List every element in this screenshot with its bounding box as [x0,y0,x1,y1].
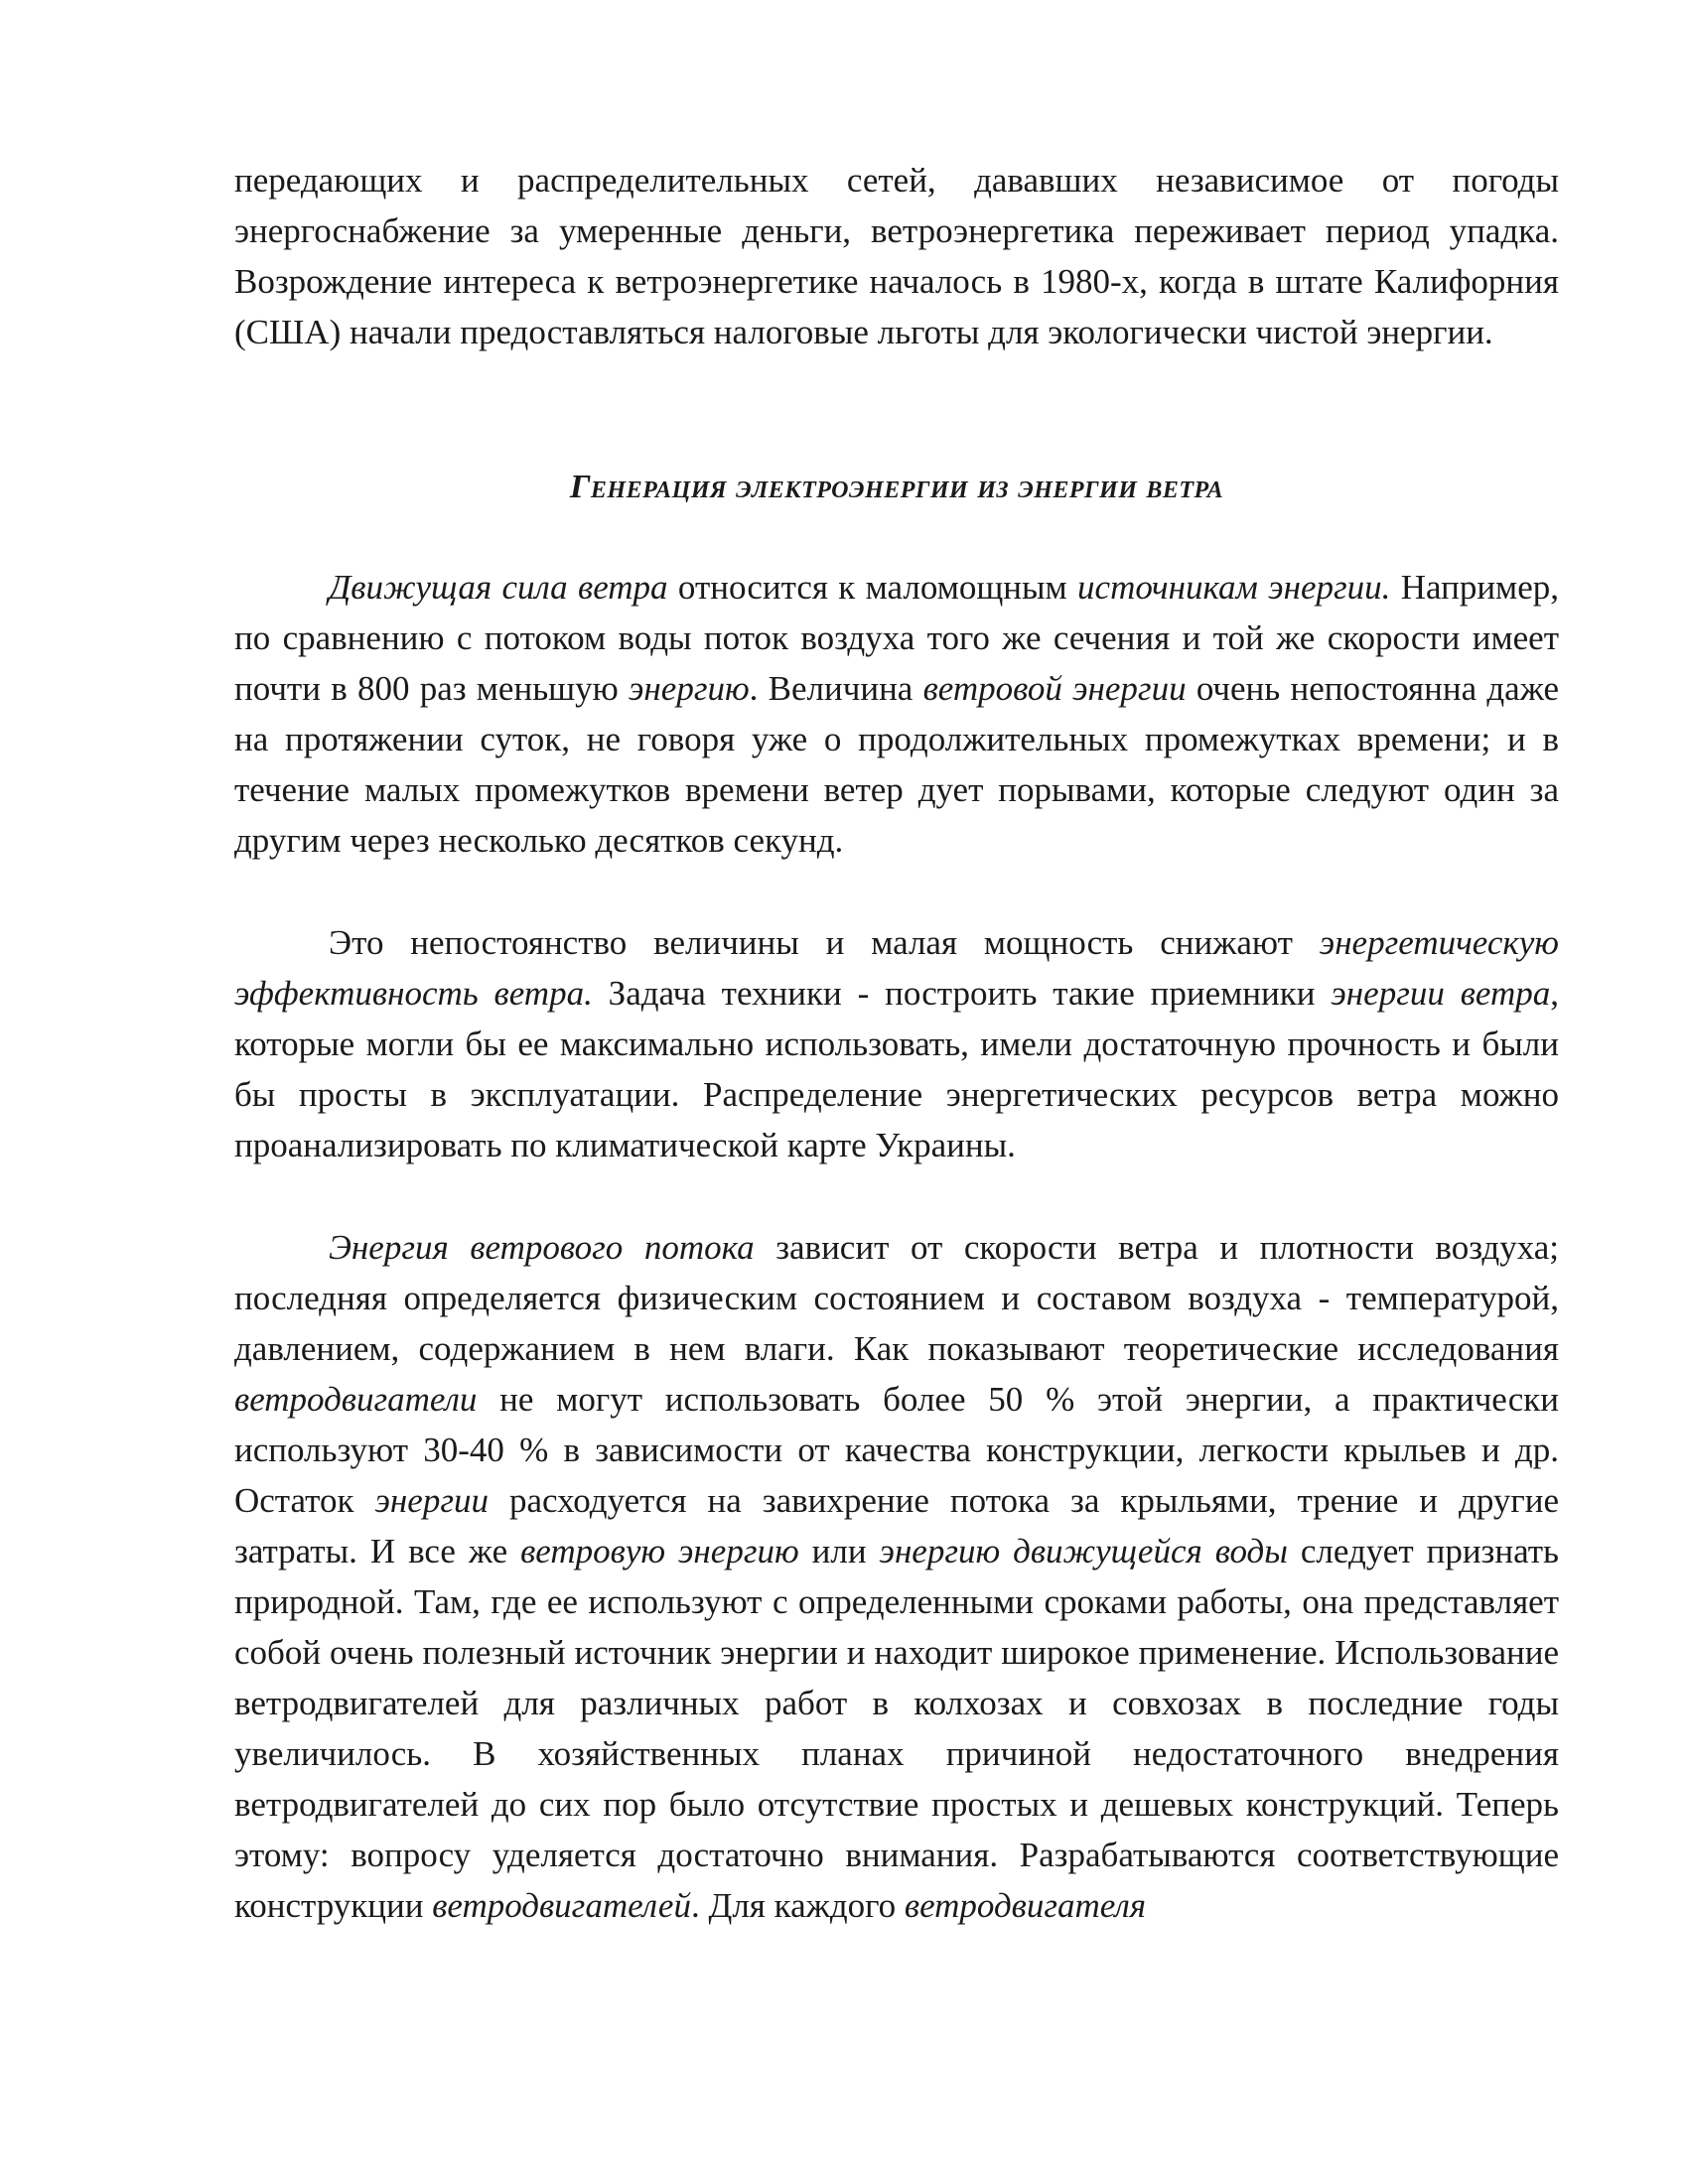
text-run: Например, по сравнению с потоком воды поток воздуха того же сечения и той же скорости имеет почти в 800 раз меньшую [234,568,1559,708]
text-run: очень непостоянна даже на протяжении суток, не говоря уже о продолжительных промежутках времени; и в течение малых промежутков времени ветер дует порывами, которые следуют один за другим через несколько десятков секунд. [234,669,1559,860]
text-run: . Для каждого [690,1886,905,1925]
intro-paragraph [234,155,1559,357]
paragraph-efficiency [234,917,1559,1170]
italic-term: энергетическую эффективность ветра. [234,923,1559,1013]
text-run: , которые могли бы ее максимально использовать, имели достаточную прочность и были бы просты в эксплуатации. Распределение энергетических ресурсов ветра можно проанализировать по климатической карте Украины. [234,974,1559,1164]
text-run: расходуется на завихрение потока за крыльями, трение и другие затраты. И все же [234,1481,1559,1570]
intro-paragraph-text: передающих и распределительных сетей, дававших независимое от погоды энергоснабжение за умеренные деньги, ветроэнергетика переживает период упадка. Возрождение интереса к ветроэнергетике началось в 1980-х, когда в штате Калифорния (США) начали предоставляться налоговые льготы для экологически чистой энергии. [234,161,1559,351]
italic-term: источникам энергии. [1077,568,1391,607]
paragraph-wind-power-text [234,562,1559,866]
italic-term: энергии [374,1481,489,1520]
italic-term: Энергия ветрового потока [329,1228,755,1267]
italic-term: энергии ветра [1331,974,1551,1013]
italic-term: Движущая сила ветра [329,568,668,607]
text-run: относится к маломощным [667,568,1078,607]
text-run: или [798,1532,880,1570]
italic-term: ветровую энергию [520,1532,799,1570]
text-run: Это непостоянство величины и малая мощность снижают [329,923,1320,962]
italic-term: ветродвигатели [234,1380,478,1419]
text-run: Задача техники - построить такие приемники [592,974,1332,1013]
text-run: . Величина [749,669,923,708]
italic-term: энергию [629,669,750,708]
italic-term: энергию движущейся воды [879,1532,1288,1570]
italic-term: ветродвигателя [904,1886,1146,1925]
paragraph-wind-power [234,562,1559,866]
paragraph-wind-flow-energy-text [234,1222,1559,1931]
section-heading: Генерация электроэнергии из энергии ветра [569,469,1224,505]
paragraph-efficiency-text [234,917,1559,1170]
text-run: зависит от скорости ветра и плотности воздуха; последняя определяется физическим состоянием и составом воздуха - температурой, давлением, содержанием в нем влаги. Как показывают теоретические исследования [234,1228,1559,1368]
italic-term: ветровой энергии [922,669,1187,708]
paragraph-wind-flow-energy [234,1222,1559,1931]
text-run: следует признать природной. Там, где ее используют с определенными сроками работы, она представляет собой очень полезный источник энергии и находит широкое применение. Использование ветродвигателей для различных работ в колхозах и совхозах в последние годы увеличилось. В хозяйственных планах причиной недостаточного внедрения ветродвигателей до сих пор было отсутствие простых и дешевых конструкций. Теперь этому: вопросу уделяется достаточно внимания. Разрабатываются соответствующие конструкции [234,1532,1559,1925]
italic-term: ветродвигателей [432,1886,691,1925]
text-run: не могут использовать более 50 % этой энергии, а практически используют 30-40 % в зависимости от качества конструкции, легкости крыльев и др. Остаток [234,1380,1559,1520]
